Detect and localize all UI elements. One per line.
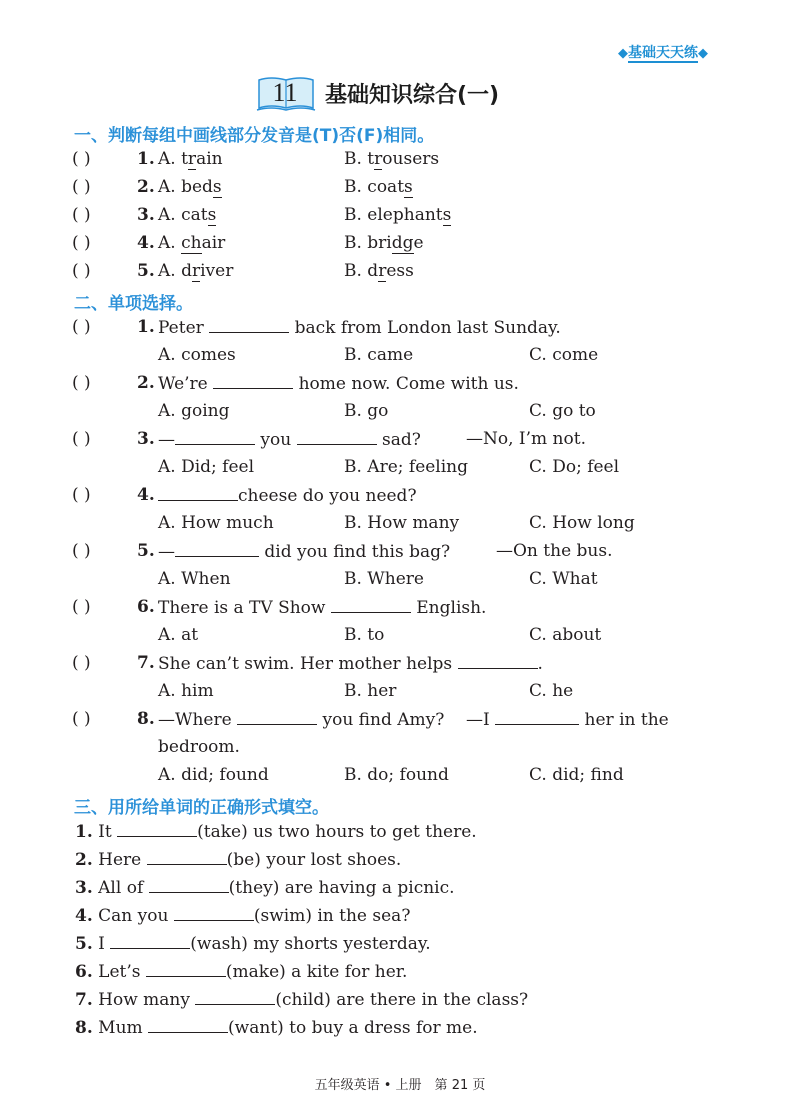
- option-a: A. did; found: [158, 765, 269, 785]
- lesson-number: 11: [272, 78, 298, 107]
- option-a: A. him: [158, 681, 214, 701]
- answer-paren[interactable]: ( ): [72, 653, 91, 673]
- option-b: B. dress: [344, 261, 414, 281]
- answer-blank[interactable]: [147, 848, 227, 865]
- fill-item: 6. Let’s (make) a kite for her.: [75, 962, 408, 982]
- option-a: A. train: [158, 149, 223, 169]
- question-text: We’re home now. Come with us.: [158, 374, 519, 394]
- page-footer: 五年级英语 • 上册 第 21 页: [314, 1078, 486, 1093]
- item-number: 4.: [137, 233, 155, 253]
- answer-paren[interactable]: ( ): [72, 373, 91, 393]
- answer-paren[interactable]: ( ): [72, 177, 91, 197]
- option-a: A. beds: [158, 177, 222, 197]
- item-number: 2.: [137, 373, 155, 393]
- fill-item: 4. Can you (swim) in the sea?: [75, 906, 411, 926]
- fill-item: 8. Mum (want) to buy a dress for me.: [75, 1018, 478, 1038]
- answer-blank[interactable]: [146, 960, 226, 977]
- section3-heading: 三、用所给单词的正确形式填空。: [74, 798, 329, 818]
- option-b: B. Where: [344, 569, 424, 589]
- option-c: C. did; find: [529, 765, 624, 785]
- option-b: B. trousers: [344, 149, 440, 169]
- corner-tag: [618, 42, 708, 62]
- answer-blank[interactable]: [297, 428, 377, 445]
- answer-blank[interactable]: [110, 932, 190, 949]
- option-a: A. chair: [158, 233, 226, 253]
- option-a: A. going: [158, 401, 230, 421]
- option-b: B. to: [344, 625, 385, 645]
- option-c: C. Do; feel: [529, 457, 620, 477]
- answer-blank[interactable]: [237, 708, 317, 725]
- section2-heading: 二、单项选择。: [74, 294, 193, 314]
- diamond-icon: ◆: [698, 46, 708, 61]
- answer-blank[interactable]: [174, 904, 254, 921]
- question-text: She can’t swim. Her mother helps .: [158, 654, 543, 674]
- question-continuation: bedroom.: [158, 737, 240, 757]
- item-number: 8.: [137, 709, 155, 729]
- question-text: There is a TV Show English.: [158, 598, 487, 618]
- answer-paren[interactable]: ( ): [72, 597, 91, 617]
- option-a: A. How much: [158, 513, 274, 533]
- fill-item: 1. It (take) us two hours to get there.: [75, 822, 477, 842]
- answer-paren[interactable]: ( ): [72, 709, 91, 729]
- option-b: B. do; found: [344, 765, 449, 785]
- answer-paren[interactable]: ( ): [72, 317, 91, 337]
- option-b: B. How many: [344, 513, 460, 533]
- item-number: 5.: [137, 541, 155, 561]
- answer-blank[interactable]: [148, 1016, 228, 1033]
- reply-text: —No, I’m not.: [466, 429, 586, 449]
- answer-blank[interactable]: [175, 428, 255, 445]
- section1-heading: 一、判断每组中画线部分发音是(T)否(F)相同。: [74, 126, 435, 146]
- answer-blank[interactable]: [175, 540, 259, 557]
- option-b: B. bridge: [344, 233, 424, 253]
- option-a: A. Did; feel: [158, 457, 255, 477]
- item-number: 2.: [137, 177, 155, 197]
- option-a: A. driver: [158, 261, 234, 281]
- item-number: 6.: [137, 597, 155, 617]
- answer-blank[interactable]: [458, 652, 538, 669]
- option-c: C. about: [529, 625, 602, 645]
- option-a: A. comes: [158, 345, 236, 365]
- item-number: 3.: [137, 205, 155, 225]
- option-c: C. go to: [529, 401, 596, 421]
- item-number: 1.: [137, 317, 155, 337]
- answer-blank[interactable]: [149, 876, 229, 893]
- option-b: B. coats: [344, 177, 413, 197]
- corner-tag-text: 基础天天练: [628, 45, 698, 61]
- item-number: 5.: [137, 261, 155, 281]
- answer-blank[interactable]: [195, 988, 275, 1005]
- option-b: B. elephants: [344, 205, 452, 225]
- answer-paren[interactable]: ( ): [72, 429, 91, 449]
- answer-blank[interactable]: [331, 596, 411, 613]
- question-text: — did you find this bag?: [158, 542, 451, 562]
- answer-blank[interactable]: [117, 820, 197, 837]
- answer-blank[interactable]: [213, 372, 293, 389]
- answer-blank[interactable]: [209, 316, 289, 333]
- option-b: B. her: [344, 681, 397, 701]
- option-b: B. came: [344, 345, 414, 365]
- reply-text: —On the bus.: [496, 541, 613, 561]
- option-a: A. When: [158, 569, 231, 589]
- fill-item: 5. I (wash) my shorts yesterday.: [75, 934, 431, 954]
- diamond-icon: ◆: [618, 46, 628, 61]
- option-a: A. at: [158, 625, 199, 645]
- answer-paren[interactable]: ( ): [72, 205, 91, 225]
- answer-blank[interactable]: [158, 484, 238, 501]
- option-b: B. Are; feeling: [344, 457, 469, 477]
- option-c: C. come: [529, 345, 599, 365]
- option-c: C. What: [529, 569, 598, 589]
- answer-paren[interactable]: ( ): [72, 149, 91, 169]
- option-a: A. cats: [158, 205, 217, 225]
- item-number: 7.: [137, 653, 155, 673]
- fill-item: 3. All of (they) are having a picnic.: [75, 878, 455, 898]
- question-text: Peter back from London last Sunday.: [158, 318, 561, 338]
- page-title: 基础知识综合(一): [325, 83, 500, 108]
- answer-paren[interactable]: ( ): [72, 233, 91, 253]
- question-text: —Where you find Amy? —I her in the: [158, 710, 669, 730]
- answer-blank[interactable]: [495, 708, 579, 725]
- item-number: 3.: [137, 429, 155, 449]
- option-b: B. go: [344, 401, 389, 421]
- option-c: C. he: [529, 681, 574, 701]
- item-number: 4.: [137, 485, 155, 505]
- answer-paren[interactable]: ( ): [72, 261, 91, 281]
- item-number: 1.: [137, 149, 155, 169]
- option-c: C. How long: [529, 513, 635, 533]
- question-text: — you sad?: [158, 430, 421, 450]
- answer-paren[interactable]: ( ): [72, 541, 91, 561]
- question-text: cheese do you need?: [158, 484, 417, 507]
- fill-item: 7. How many (child) are there in the class?: [75, 990, 529, 1010]
- fill-item: 2. Here (be) your lost shoes.: [75, 850, 402, 870]
- answer-paren[interactable]: ( ): [72, 485, 91, 505]
